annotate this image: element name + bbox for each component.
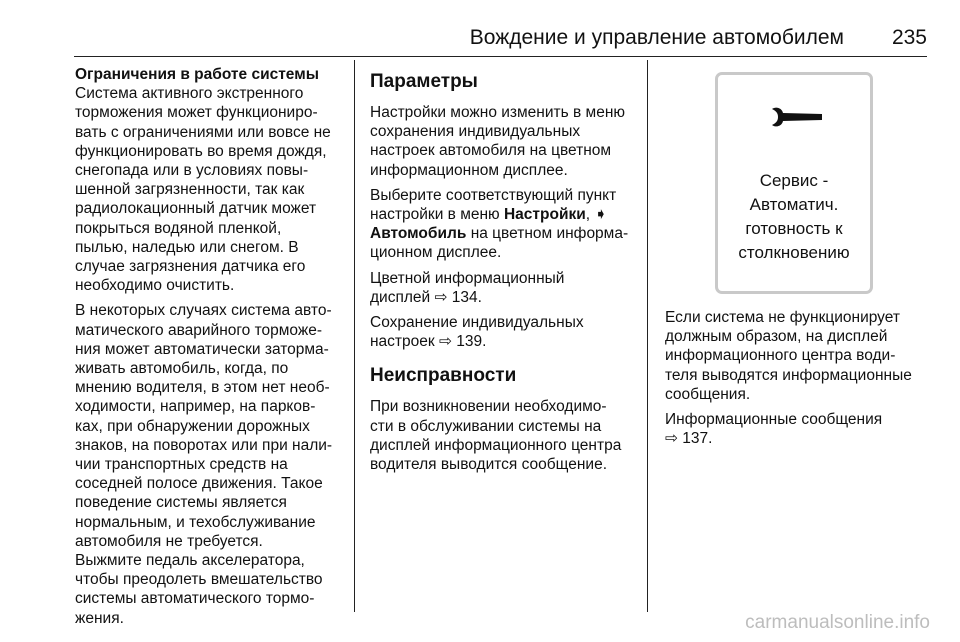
- section-heading-faults: Неисправности: [370, 365, 517, 387]
- paragraph-settings-1: [370, 103, 646, 180]
- text-line: чии транспортных средств на: [75, 456, 288, 474]
- text-line: должным образом, на дисплей: [665, 328, 888, 346]
- paragraph-settings-2: [370, 186, 646, 263]
- text-line: информационного центра води-: [665, 347, 896, 365]
- page-header: [74, 26, 927, 54]
- text-line: настроек автомобиля на цветном: [370, 142, 612, 160]
- paragraph-limits-2: [75, 301, 351, 627]
- paragraph-messages-1: [665, 308, 925, 404]
- paragraph-settings-4: [370, 313, 646, 351]
- text-line: пылью, наледью или снегом. В: [75, 238, 299, 256]
- text-line: шенной загрязненности, так как: [75, 181, 305, 199]
- text-line: теля выводятся информационные: [665, 366, 912, 384]
- column-divider-1: [354, 60, 355, 612]
- text-line: В некоторых случаях система авто-: [75, 302, 332, 320]
- running-title: Вождение и управление автомобилем: [469, 26, 844, 49]
- text-line: Система активного экстренного: [75, 85, 304, 103]
- text-line: снегопада или в условиях повы-: [75, 162, 309, 180]
- text-line: нормальным, и техобслуживание: [75, 513, 316, 531]
- text-line: Информационные сообщения: [665, 411, 883, 429]
- page-number: 235: [891, 26, 927, 49]
- text-line: ционном дисплее.: [370, 244, 502, 262]
- text-line: покрыться водяной пленкой,: [75, 219, 282, 237]
- paragraph-messages-2: [665, 410, 925, 448]
- display-line: столкновению: [738, 243, 850, 262]
- text-line: системы автоматического тормо-: [75, 590, 315, 608]
- driver-info-display-image: [715, 72, 873, 294]
- text-line: Цветной информационный: [370, 269, 565, 287]
- text-line: мнению водителя, в этом нет необ-: [75, 379, 330, 397]
- wrench-icon: [770, 105, 824, 129]
- menu-separator-icon: , ➧: [585, 206, 608, 224]
- text-line: Настройки можно изменить в меню: [370, 104, 626, 121]
- text-line: сти в обслуживании системы на: [370, 417, 602, 435]
- text-line: информационном дисплее.: [370, 161, 568, 179]
- text-line: функционировать во время дождя,: [75, 142, 327, 160]
- text-line: знаков, на поворотах или при нали-: [75, 436, 333, 454]
- text-line: водителя выводится сообщение.: [370, 456, 607, 474]
- paragraph-limits-1: [75, 84, 351, 295]
- text-line: случае загрязнения датчика его: [75, 258, 306, 276]
- watermark: carmanualsonline.info: [745, 612, 930, 633]
- menu-settings-label: Настройки: [503, 206, 586, 224]
- text-line: соседней полосе движения. Такое: [75, 475, 323, 493]
- text-line: Выберите соответствующий пункт: [370, 186, 617, 204]
- column-1: [75, 62, 351, 634]
- text-line: При возникновении необходимо-: [370, 398, 607, 416]
- cross-reference: настроек ⇨ 139.: [370, 333, 487, 351]
- display-message: [718, 169, 870, 265]
- text-line: необходимо очистить.: [75, 277, 235, 295]
- text-line: настройки в меню: [370, 206, 504, 224]
- menu-vehicle-label: Автомобиль: [370, 225, 467, 243]
- text-line: на цветном информа-: [466, 225, 629, 243]
- text-line: Сохранение индивидуальных: [370, 314, 584, 332]
- text-line: вать с ограничениями или вовсе не: [75, 123, 331, 141]
- section-heading-settings: Параметры: [370, 71, 478, 92]
- text-line: сообщения.: [665, 385, 751, 403]
- text-line: матического аварийного торможе-: [75, 321, 323, 339]
- text-line: Выжмите педаль акселератора,: [75, 552, 305, 570]
- display-line: готовность к: [745, 219, 843, 238]
- text-line: ходимости, например, на парков-: [75, 398, 316, 416]
- paragraph-settings-3: [370, 269, 646, 307]
- text-line: радиолокационный датчик может: [75, 200, 317, 218]
- column-3: [665, 62, 925, 454]
- header-divider: [74, 56, 927, 57]
- text-line: живать автомобиль, когда, по: [75, 360, 289, 378]
- text-line: жения.: [75, 609, 124, 627]
- text-line: ния может автоматически заторма-: [75, 340, 329, 358]
- column-divider-2: [647, 60, 648, 612]
- text-line: ках, при обнаружении дорожных: [75, 417, 310, 435]
- column-2: [370, 62, 646, 480]
- text-line: поведение системы является: [75, 494, 287, 512]
- display-line: Автоматич.: [749, 195, 839, 214]
- text-line: Если система не функционирует: [665, 309, 900, 326]
- display-line: Сервис -: [759, 171, 829, 190]
- section-heading-limits: Ограничения в работе системы: [75, 66, 319, 83]
- text-line: сохранения индивидуальных: [370, 123, 581, 141]
- text-line: чтобы преодолеть вмешательство: [75, 571, 323, 589]
- cross-reference: дисплей ⇨ 134.: [370, 288, 482, 306]
- text-line: торможения может функциониро-: [75, 104, 318, 122]
- text-line: дисплей информационного центра: [370, 436, 622, 454]
- paragraph-faults: [370, 397, 646, 474]
- cross-reference: ⇨ 137.: [665, 430, 713, 448]
- text-line: автомобиля не требуется.: [75, 532, 263, 550]
